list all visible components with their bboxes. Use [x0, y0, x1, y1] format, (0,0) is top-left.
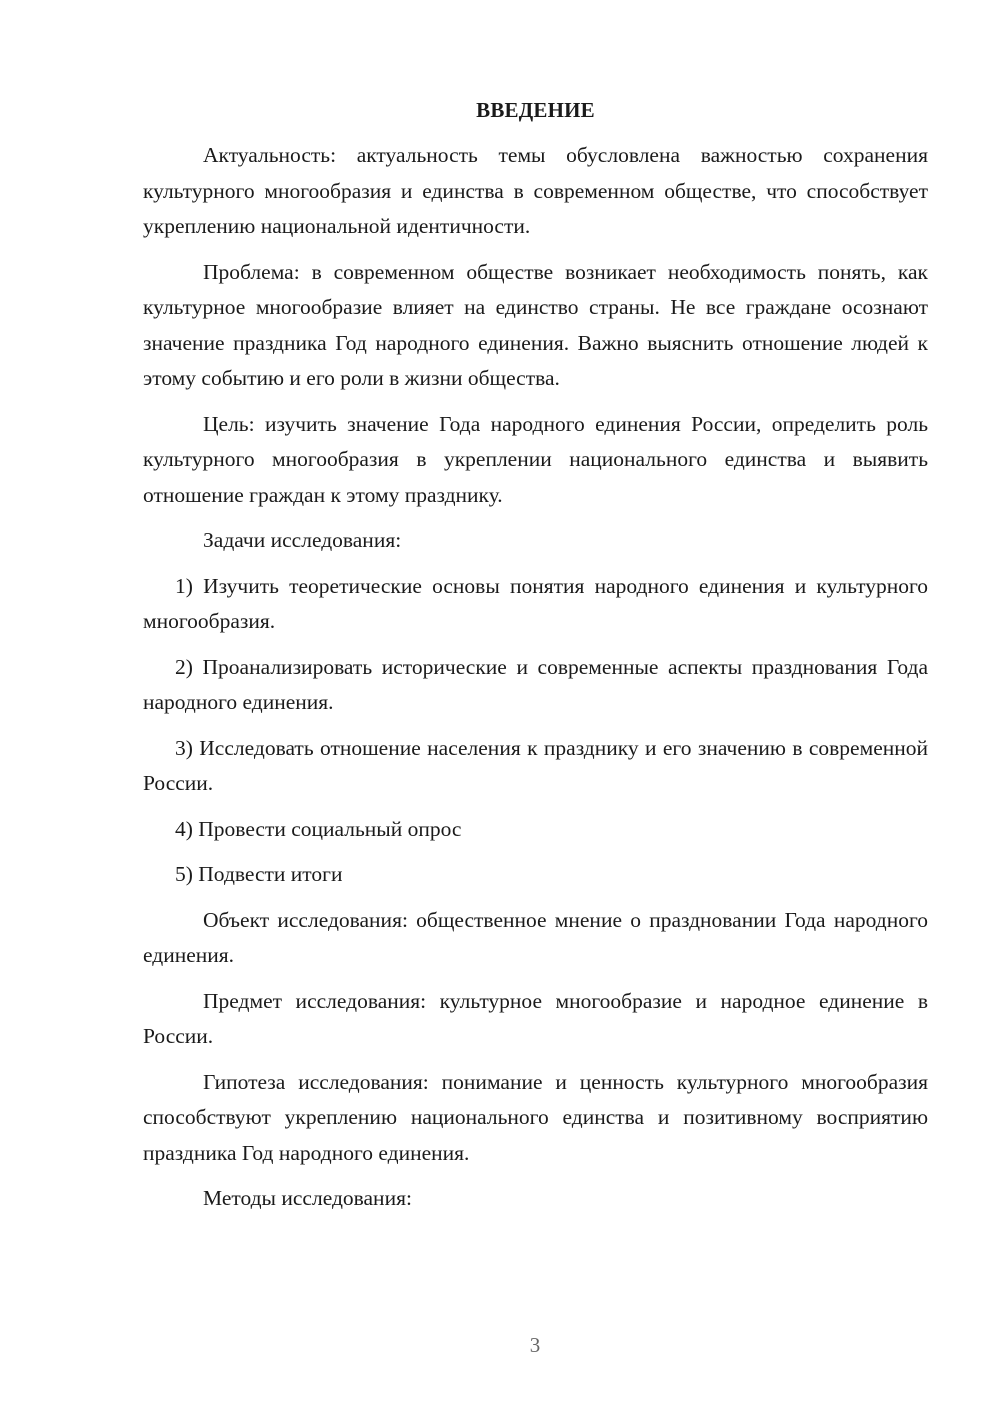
paragraph-relevance: Актуальность: актуальность темы обусловлена важностью сохранения культурного многообразия и единства в современном обществе, что способствует укреплению национальной идентичности. [143, 143, 928, 238]
section-title: ВВЕДЕНИЕ [476, 98, 595, 122]
task-item-2: 2) Проанализировать исторические и современные аспекты празднования Года народного единения. [143, 654, 928, 714]
task-item-1: 1) Изучить теоретические основы понятия народного единения и культурного многообразия. [143, 573, 928, 633]
paragraph-goal: Цель: изучить значение Года народного единения России, определить роль культурного многообразия в укреплении национального единства и выявить отношение граждан к этому празднику. [143, 411, 928, 507]
paragraph-object: Объект исследования: общественное мнение о праздновании Года народного единения. [143, 907, 928, 967]
paragraph-methods: Методы исследования: [203, 1186, 412, 1210]
paragraph-problem: Проблема: в современном обществе возникает необходимость понять, как культурное многообразие влияет на единство страны. Не все граждане осознают значение праздника Год народного единения. Важно выяснить отношение людей к этому событию и его роли в жизни общества. [143, 259, 928, 390]
task-item-5: 5) Подвести итоги [175, 862, 343, 886]
task-item-4: 4) Провести социальный опрос [175, 816, 462, 841]
task-item-3: 3) Исследовать отношение населения к празднику и его значению в современной России. [143, 735, 928, 795]
page-number: 3 [529, 1333, 541, 1357]
paragraph-hypothesis: Гипотеза исследования: понимание и ценность культурного многообразия способствуют укреплению национального единства и позитивному восприятию праздника Год народного единения. [143, 1069, 928, 1165]
paragraph-subject: Предмет исследования: культурное многообразие и народное единение в России. [143, 988, 928, 1048]
paragraph-tasks-heading: Задачи исследования: [203, 528, 402, 552]
document-page [143, 94, 928, 1227]
